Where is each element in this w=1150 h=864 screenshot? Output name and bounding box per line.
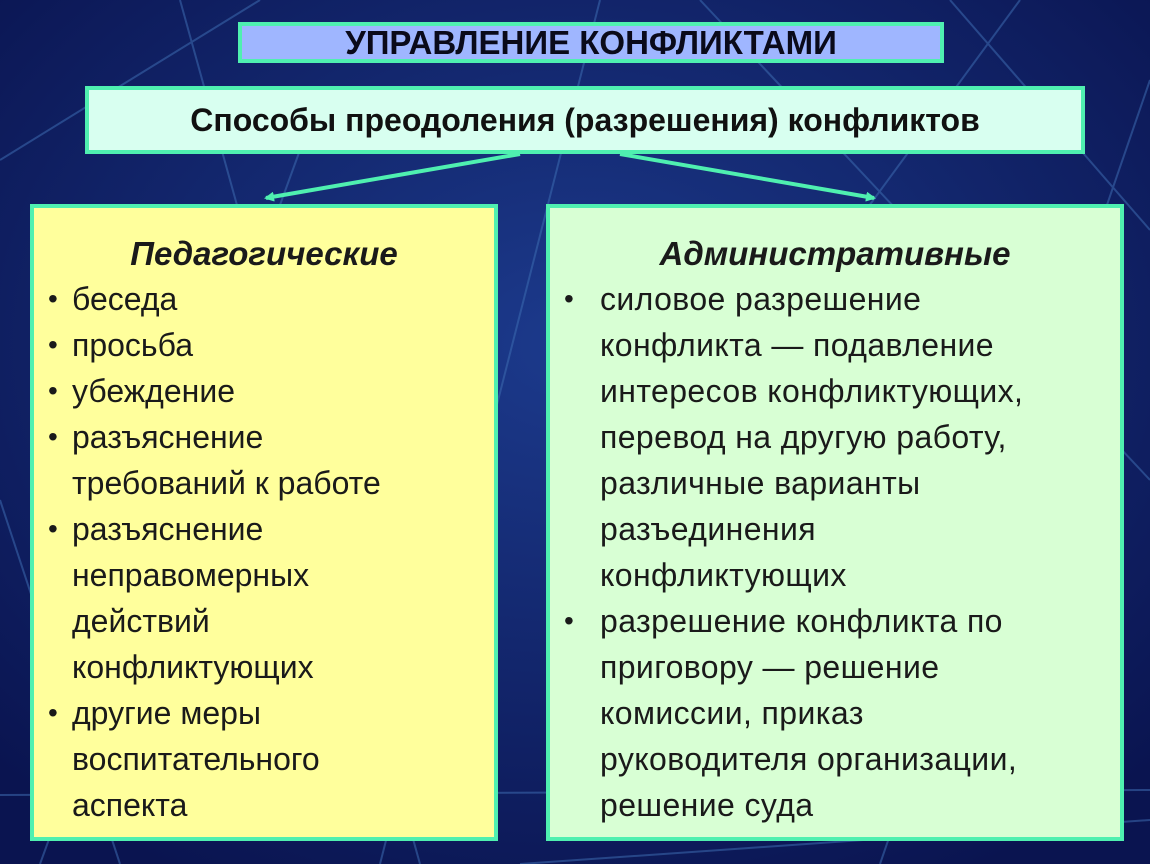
administrative-item-line: комиссии, приказ: [600, 695, 864, 731]
bullet-icon: •: [564, 605, 575, 636]
pedagogical-item-line: конфликтующих: [72, 649, 314, 685]
pedagogical-list-item: [44, 414, 484, 506]
administrative-item-line: различные варианты: [600, 465, 921, 501]
pedagogical-list-item: [44, 322, 484, 368]
administrative-item-line: перевод на другую работу,: [600, 419, 1007, 455]
administrative-item-line: силовое разрешение: [600, 281, 922, 317]
pedagogical-methods-box: [30, 204, 498, 841]
page-title: УПРАВЛЕНИЕ КОНФЛИКТАМИ: [238, 22, 944, 63]
administrative-item-line: приговору — решение: [600, 649, 940, 685]
pedagogical-item-line: просьба: [72, 327, 193, 363]
pedagogical-item-line: другие меры: [72, 695, 261, 731]
pedagogical-list-item: [44, 506, 484, 690]
bullet-icon: •: [48, 375, 58, 406]
administrative-list-item: [560, 598, 1110, 828]
administrative-methods-box: [546, 204, 1124, 841]
pedagogical-list: [34, 276, 494, 828]
pedagogical-item-line: убеждение: [72, 373, 235, 409]
pedagogical-item-line: требований к работе: [72, 465, 381, 501]
pedagogical-heading: Педагогические: [130, 235, 398, 272]
pedagogical-list-item: [44, 368, 484, 414]
pedagogical-list-item: [44, 690, 484, 828]
bullet-icon: •: [48, 329, 58, 360]
pedagogical-item-line: разъяснение: [72, 419, 264, 455]
bullet-icon: •: [48, 283, 58, 314]
bullet-icon: •: [48, 697, 58, 728]
administrative-heading: Административные: [659, 235, 1011, 272]
bullet-icon: •: [48, 421, 58, 452]
pedagogical-item-line: воспитательного: [72, 741, 320, 777]
administrative-item-line: конфликта — подавление: [600, 327, 995, 363]
pedagogical-item-line: разъяснение: [72, 511, 264, 547]
subtitle: Способы преодоления (разрешения) конфликтов: [85, 86, 1085, 154]
administrative-item-line: разъединения: [600, 511, 816, 547]
bullet-icon: •: [48, 513, 58, 544]
pedagogical-item-line: действий: [72, 603, 210, 639]
pedagogical-item-line: аспекта: [72, 787, 188, 823]
administrative-item-line: разрешение конфликта по: [600, 603, 1003, 639]
pedagogical-item-line: беседа: [72, 281, 178, 317]
pedagogical-item-line: неправомерных: [72, 557, 310, 593]
administrative-item-line: руководителя организации,: [600, 741, 1018, 777]
administrative-item-line: решение суда: [600, 787, 814, 823]
administrative-list-item: [560, 276, 1110, 598]
administrative-list: [550, 276, 1120, 828]
administrative-item-line: конфликтующих: [600, 557, 847, 593]
administrative-item-line: интересов конфликтующих,: [600, 373, 1024, 409]
bullet-icon: •: [564, 283, 575, 314]
pedagogical-list-item: [44, 276, 484, 322]
